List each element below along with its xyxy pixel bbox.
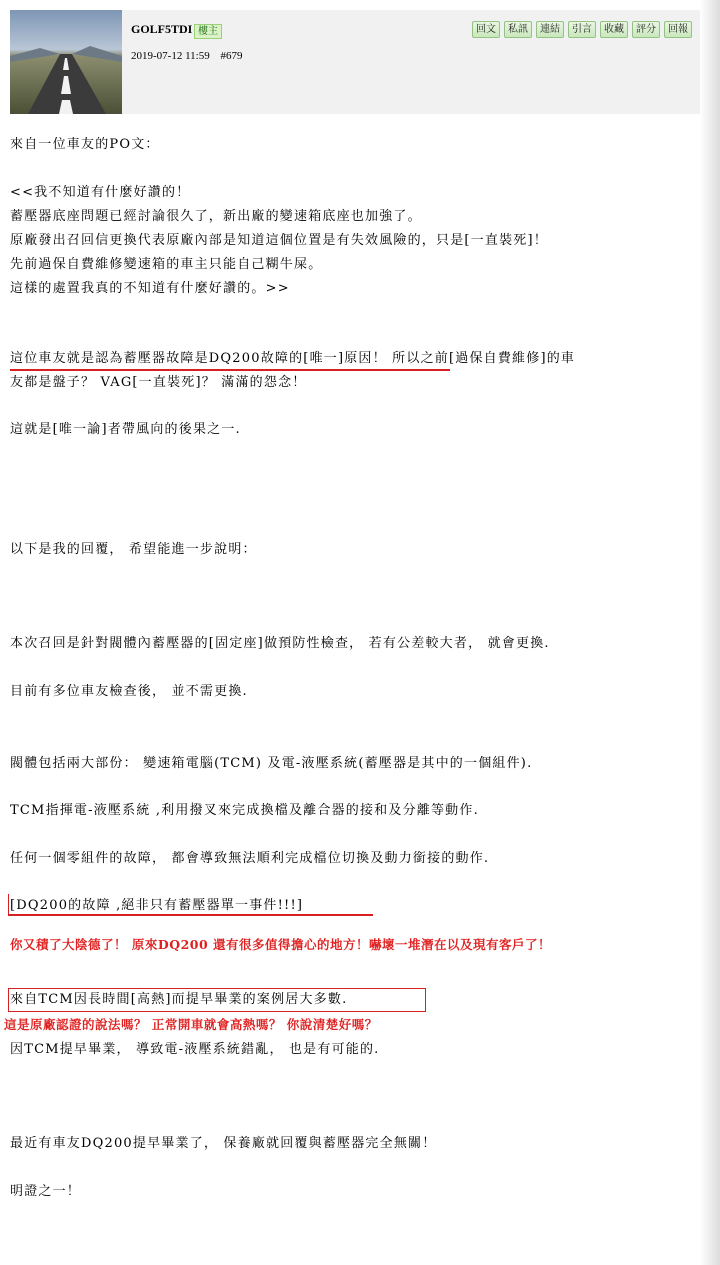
text-line: 本次召回是針對閥體內蓄壓器的[固定座]做預防性檢查， 若有公差較大者， 就會更換. (10, 636, 550, 651)
reply-button[interactable]: 回文 (472, 21, 500, 38)
post-actions (472, 21, 692, 38)
text-line: 因TCM提早畢業， 導致電-液壓系統錯亂， 也是有可能的. (10, 1042, 380, 1057)
text-line: 來自一位車友的PO文： (10, 137, 160, 152)
red-annotation-comment: 你又積了大陰德了！ 原來DQ200 還有很多值得擔心的地方！嚇壞一堆潛在以及現有客戶了！ (10, 937, 552, 952)
text-line: 閥體包括兩大部份： 變速箱電腦(TCM) 及電-液壓系統(蓄壓器是其中的一個組件). (10, 756, 533, 771)
post-number[interactable]: #679 (220, 50, 243, 62)
private-message-button[interactable]: 私訊 (504, 21, 532, 38)
quote-line: 先前過保自費維修變速箱的車主只能自己糊牛屎。 (10, 257, 323, 272)
text-line: 以下是我的回覆， 希望能進一步說明： (10, 542, 257, 557)
quote-line: <<我不知道有什麼好讚的！ (10, 185, 191, 200)
highlighted-line: 來自TCM因長時間[高熱]而提早畢業的案例居大多數. (10, 992, 348, 1007)
text-line: 這位車友就是認為蓄壓器故障是DQ200故障的[唯一]原因！ 所以之前[過保自費維修]的車 (10, 351, 576, 366)
favorite-button[interactable]: 收藏 (600, 21, 628, 38)
quote-line: 原廠發出召回信更換代表原廠內部是知道這個位置是有失效風險的，只是[一直裝死]！ (10, 233, 548, 248)
link-button[interactable]: 連結 (536, 21, 564, 38)
text-line: 明證之一！ (10, 1184, 82, 1199)
role-badge: 樓主 (194, 24, 222, 39)
post-meta (131, 50, 250, 62)
report-button[interactable]: 回報 (664, 21, 692, 38)
avatar[interactable] (10, 10, 122, 114)
username[interactable]: GOLF5TDI (131, 22, 193, 36)
post-header (10, 10, 700, 114)
red-underline-annotation (10, 369, 450, 371)
text-line: 目前有多位車友檢查後， 並不需更換. (10, 684, 248, 699)
quote-line: 這樣的處置我真的不知道有什麼好讚的。>> (10, 281, 290, 296)
quote-line: 蓄壓器底座問題已經討論很久了，新出廠的變速箱底座也加強了。 (10, 209, 422, 224)
post-datetime: 2019-07-12 11:59 (131, 50, 210, 62)
quote-button[interactable]: 引言 (568, 21, 596, 38)
text-line: 最近有車友DQ200提早畢業了， 保養廠就回覆與蓄壓器完全無關！ (10, 1136, 437, 1151)
text-line: 任何一個零組件的故障， 都會導致無法順利完成檔位切換及動力銜接的動作. (10, 851, 490, 866)
text-line: TCM指揮電-液壓系統 ,利用撥叉來完成換檔及離合器的接和及分離等動作. (10, 803, 479, 818)
highlighted-line: [DQ200的故障 ,絕非只有蓄壓器單一事件!!!] (10, 898, 304, 913)
text-line: 這就是[唯一論]者帶風向的後果之一. (10, 422, 241, 437)
road-photo-icon (10, 10, 122, 114)
red-annotation-comment: 這是原廠認證的說法嗎？ 正常開車就會高熱嗎？ 你說清楚好嗎？ (4, 1017, 378, 1032)
text-line: 友都是盤子？ VAG[一直裝死]？ 滿滿的怨念！ (10, 375, 307, 390)
rate-button[interactable]: 評分 (632, 21, 660, 38)
page-edge-shadow (700, 0, 720, 1265)
